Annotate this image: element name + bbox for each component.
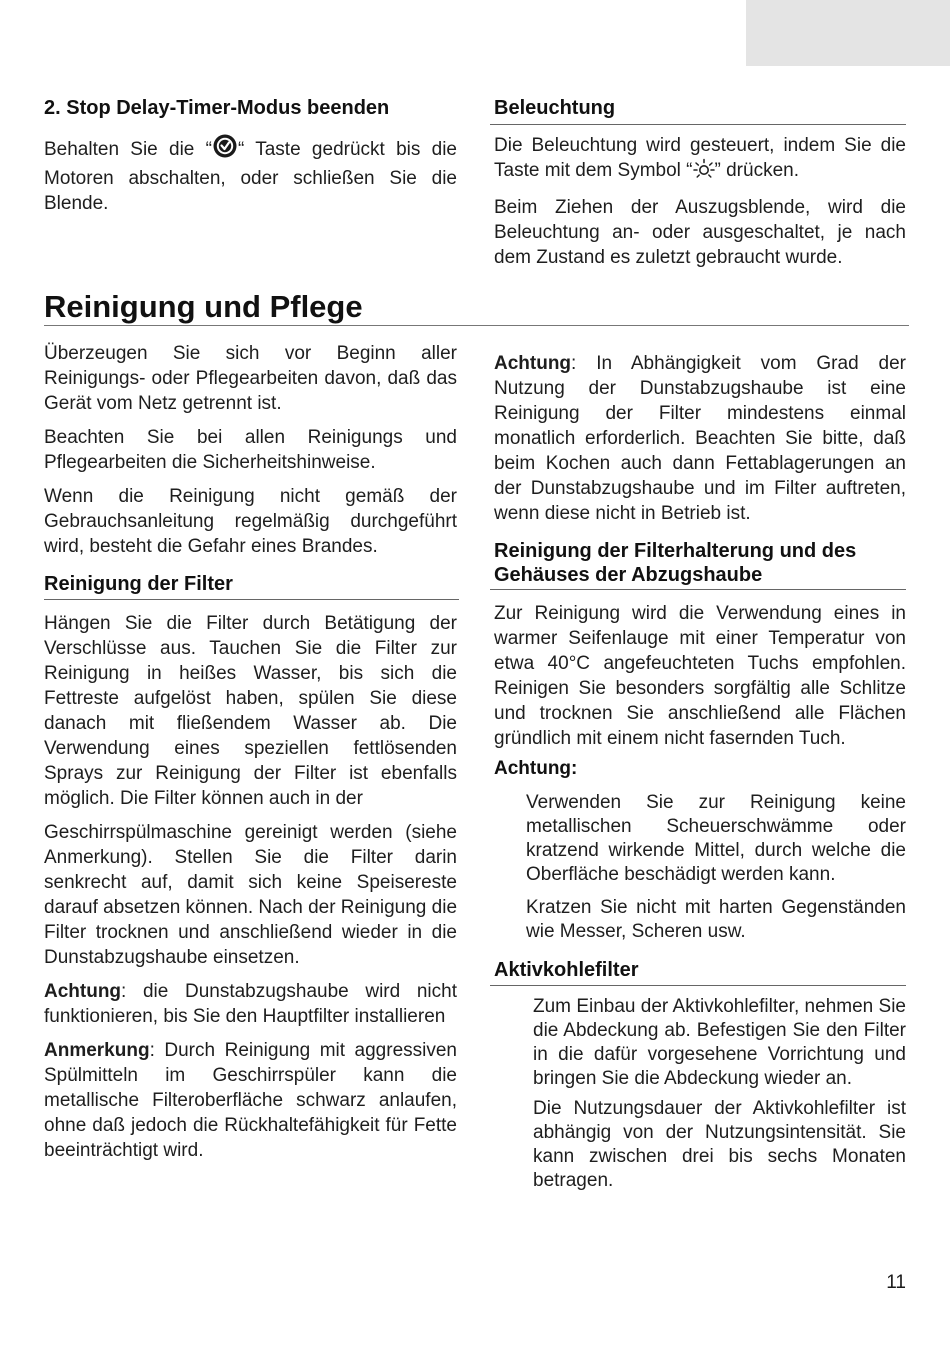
gehaeuse-achtung-label: Achtung:	[494, 758, 578, 779]
gehaeuse-heading: Reinigung der Filterhalterung und des Gehäuses der Abzugshaube	[490, 539, 906, 590]
stop-timer-section	[44, 96, 457, 216]
filter-paragraph-2: Geschirrspülmaschine gereinigt werden (siehe Anmerkung). Stellen Sie die Filter darin senkrecht auf, damit sich keine Speisereste darauf absetzen können. Nach der Reinigung die Filter trocknen und anschließend wieder in die Dunstabzugshaube einsetzen.	[44, 822, 458, 968]
achtung-paragraph: Achtung: In Abhängigkeit vom Grad der Nutzung der Dunstabzugshaube ist eine Reinigung der Filter mindestens einmal monatlich erforderlich. Beachten Sie bitte, daß beim Kochen auch dann Fettablagerungen an der Dunstabzugshaube und im Filter auftreten, wenn diese nicht in Betrieb ist.	[494, 353, 906, 524]
page-tab-marker	[746, 0, 950, 66]
title-divider	[44, 325, 909, 326]
page-number: 11	[886, 1272, 906, 1293]
filter-heading: Reinigung der Filter	[44, 572, 459, 600]
timer-stop-icon	[212, 133, 238, 166]
gehaeuse-warning-2: Kratzen Sie nicht mit harten Gegenständen wie Messer, Scheren usw.	[526, 897, 906, 942]
light-bulb-icon	[693, 158, 715, 187]
stop-timer-heading: 2. Stop Delay-Timer-Modus beenden	[44, 97, 390, 119]
stop-timer-text: Behalten Sie die “ “ Taste gedrückt bis die Motoren abschalten, oder schließen Sie die Blende.	[44, 133, 457, 216]
aktivkohle-paragraph-1: Zum Einbau der Aktivkohlefilter, nehmen Sie die Abdeckung ab. Befestigen Sie den Filter in die dafür vorgesehene Vorrichtung und bringen Sie die Abdeckung wieder an.	[533, 996, 906, 1089]
beleuchtung-p2: Beim Ziehen der Auszugsblende, wird die Beleuchtung an- oder ausgeschaltet, je nach dem Zustand es zuletzt gebraucht wurde.	[494, 197, 906, 268]
page-title: Reinigung und Pflege	[44, 289, 363, 324]
aktivkohle-paragraph-2: Die Nutzungsdauer der Aktivkohlefilter ist abhängig von der Nutzungsintensität. Sie kann zwischen drei bis sechs Monaten betragen.	[533, 1098, 906, 1191]
intro-paragraph-1: Überzeugen Sie sich vor Beginn aller Reinigungs- oder Pflegearbeiten davon, daß das Gerät vom Netz getrennt ist.	[44, 343, 457, 414]
beleuchtung-section	[494, 96, 906, 270]
gehaeuse-paragraph: Zur Reinigung wird die Verwendung eines in warmer Seifenlauge mit einer Temperatur von etwa 40°C angefeuchteten Tuchs empfohlen. Reinigen Sie besonders sorgfältig alle Schlitze und trocknen Sie anschließend alle Flächen gründlich mit einem nicht fasernden Tuch.	[494, 603, 906, 749]
intro-paragraph-2: Beachten Sie bei allen Reinigungs und Pflegearbeiten die Sicherheitshinweise.	[44, 427, 457, 473]
filter-note-anmerkung: Anmerkung: Durch Reinigung mit aggressiven Spülmitteln im Geschirrspüler kann die metallische Filteroberfläche schwarz anlaufen, ohne daß jedoch die Rückhaltefähigkeit für Fette beeinträchtigt wird.	[44, 1040, 457, 1161]
gehaeuse-warning-1: Verwenden Sie zur Reinigung keine metallischen Scheuerschwämme oder kratzend wirkende Mittel, durch welche die Oberfläche beschädigt werden kann.	[526, 792, 906, 885]
beleuchtung-heading: Beleuchtung	[490, 96, 906, 125]
filter-note-achtung: Achtung: die Dunstabzugshaube wird nicht funktionieren, bis Sie den Hauptfilter installieren	[44, 981, 457, 1027]
aktivkohle-heading: Aktivkohlefilter	[490, 958, 906, 986]
right-column	[494, 351, 906, 1193]
intro-paragraph-3: Wenn die Reinigung nicht gemäß der Gebrauchsanleitung regelmäßig durchgeführt wird, besteht die Gefahr eines Brandes.	[44, 486, 457, 557]
beleuchtung-p1: Die Beleuchtung wird gesteuert, indem Sie die Taste mit dem Symbol “ ” drücken.	[494, 133, 906, 187]
left-column	[44, 341, 457, 1163]
filter-paragraph-1: Hängen Sie die Filter durch Betätigung der Verschlüsse aus. Tauchen Sie die Filter zur Reinigung in heißes Wasser, bis sich die Fettreste aufgelöst haben, spülen Sie diese danach mit fließendem Wasser ab. Die Verwendung eines speziellen fettlösenden Sprays zur Reinigung der Filter ist ebenfalls möglich. Die Filter können auch in der	[44, 613, 457, 809]
